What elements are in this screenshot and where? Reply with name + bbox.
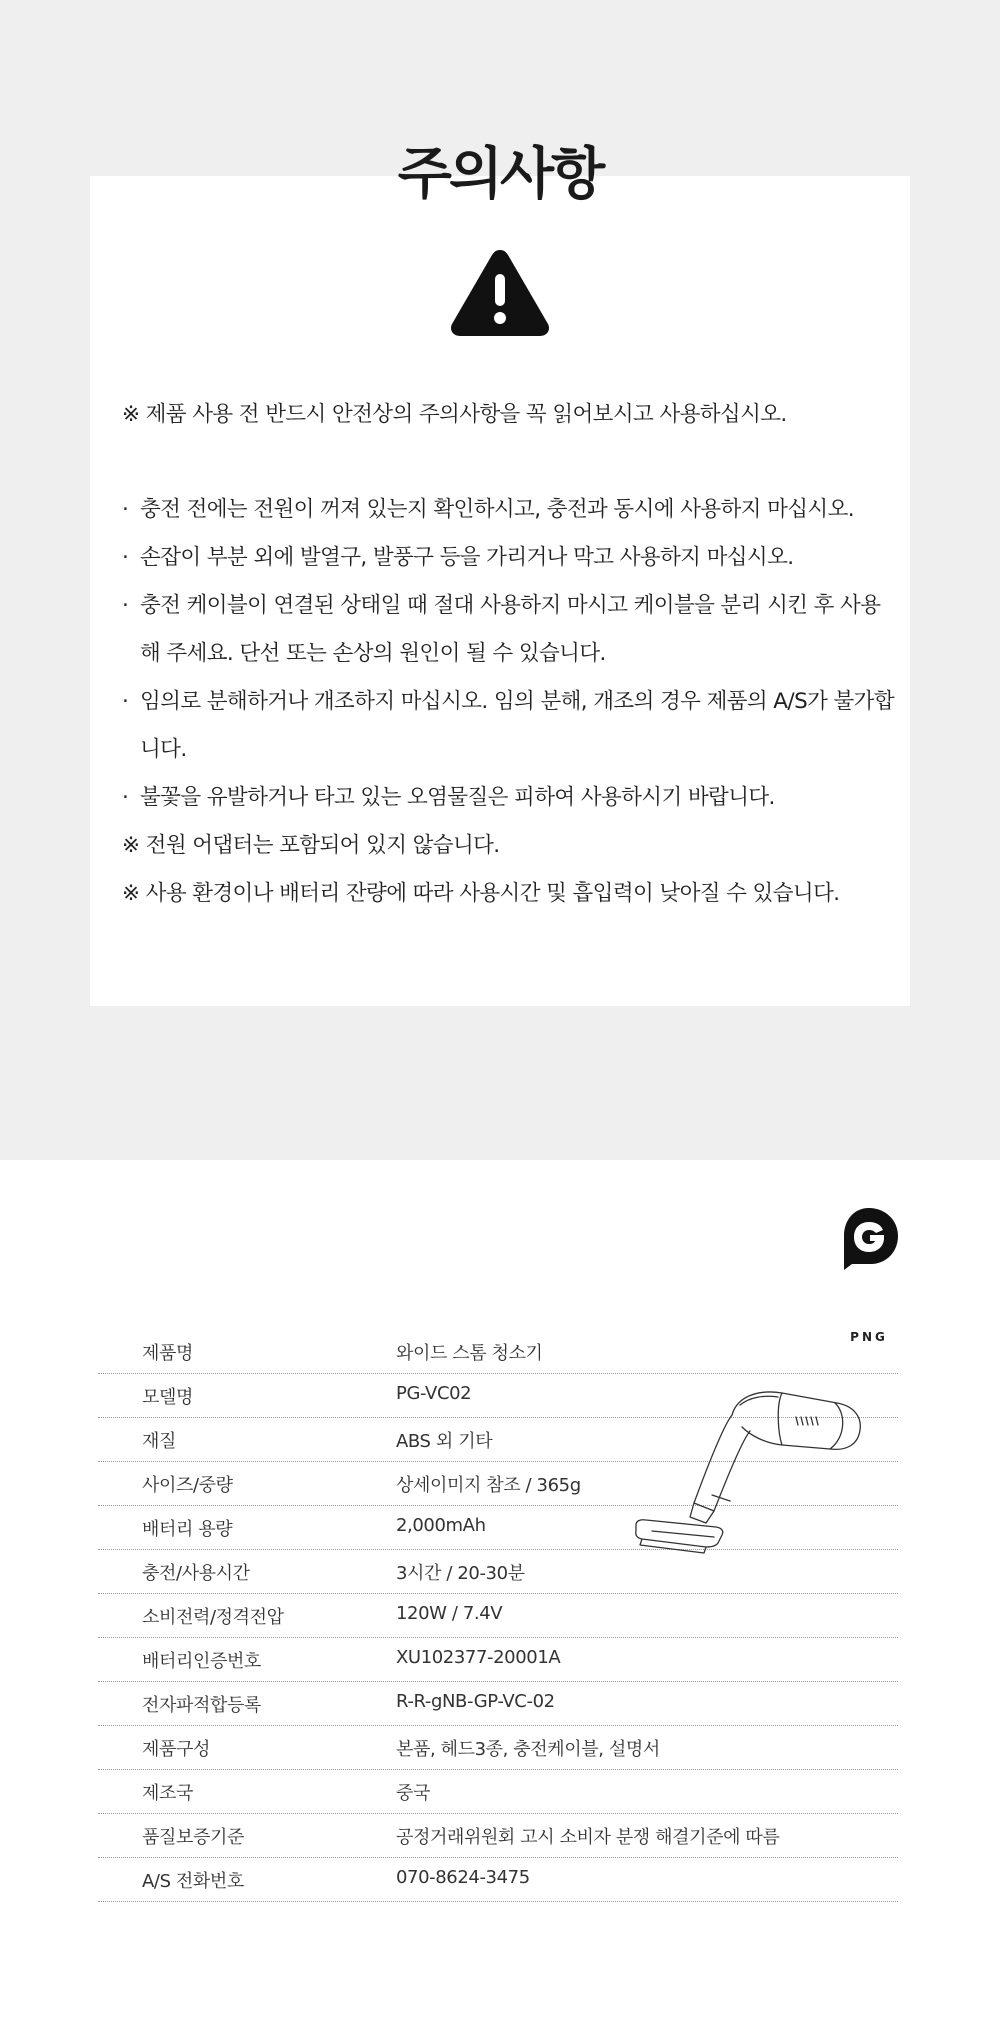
spec-value: XU102377-20001A xyxy=(396,1647,561,1668)
bullet-marker: · xyxy=(122,497,129,522)
caution-item-text: ※ 사용 환경이나 배터리 잔량에 따라 사용시간 및 흡입력이 낮아질 수 있습니다. xyxy=(122,881,840,906)
bullet-marker: · xyxy=(122,689,129,714)
spec-label: 사이즈/중량 xyxy=(142,1475,233,1496)
spec-row xyxy=(98,1682,898,1726)
spec-value: PG-VC02 xyxy=(396,1383,472,1404)
spec-label: 제품명 xyxy=(142,1343,193,1364)
png-g-logo-icon xyxy=(838,1206,900,1270)
spec-value: 공정거래위원회 고시 소비자 분쟁 해결기준에 따름 xyxy=(396,1827,780,1848)
spec-label: A/S 전화번호 xyxy=(142,1871,244,1892)
spec-label: 제품구성 xyxy=(142,1739,210,1760)
caution-item xyxy=(122,870,897,918)
caution-item xyxy=(122,774,897,822)
brand-logo xyxy=(838,1206,900,1344)
spec-row xyxy=(98,1814,898,1858)
bullet-marker: · xyxy=(122,545,129,570)
caution-item-text: 손잡이 부분 외에 발열구, 발풍구 등을 가리거나 막고 사용하지 마십시오. xyxy=(140,545,794,570)
caution-card xyxy=(90,176,910,1006)
caution-notice: ※ 제품 사용 전 반드시 안전상의 주의사항을 꼭 읽어보시고 사용하십시오. xyxy=(122,402,787,427)
spec-value: 상세이미지 참조 / 365g xyxy=(396,1475,581,1496)
caution-item-text: 충전 케이블이 연결된 상태일 때 절대 사용하지 마시고 케이블을 분리 시킨 후 사용해 주세요. 단선 또는 손상의 원인이 될 수 있습니다. xyxy=(140,593,881,666)
caution-list xyxy=(122,486,897,918)
spec-row xyxy=(98,1638,898,1682)
spec-label: 충전/사용시간 xyxy=(142,1563,250,1584)
spec-value: 3시간 / 20-30분 xyxy=(396,1563,525,1584)
caution-title: 주의사항 xyxy=(397,142,603,207)
spec-value: 와이드 스톰 청소기 xyxy=(396,1343,543,1364)
product-info-section xyxy=(0,1160,1000,2020)
caution-item-text: 충전 전에는 전원이 꺼져 있는지 확인하시고, 충전과 동시에 사용하지 마십시오. xyxy=(140,497,854,522)
spec-label: 모델명 xyxy=(142,1387,193,1408)
caution-item xyxy=(122,822,897,870)
caution-item xyxy=(122,534,897,582)
spec-label: 전자파적합등록 xyxy=(142,1695,261,1716)
caution-item xyxy=(122,678,897,774)
spec-value: ABS 외 기타 xyxy=(396,1431,493,1452)
spec-row xyxy=(98,1858,898,1902)
bullet-marker: · xyxy=(122,785,129,810)
brand-name: PNG xyxy=(850,1330,888,1344)
vacuum-cleaner-illustration xyxy=(632,1375,872,1580)
spec-label: 배터리 용량 xyxy=(142,1519,233,1540)
spec-value: 2,000mAh xyxy=(396,1515,486,1536)
spec-label: 제조국 xyxy=(142,1783,193,1804)
spec-row xyxy=(98,1330,898,1374)
spec-value: R-R-gNB-GP-VC-02 xyxy=(396,1691,555,1712)
spec-label: 배터리인증번호 xyxy=(142,1651,261,1672)
caution-item-text: 임의로 분해하거나 개조하지 마십시오. 임의 분해, 개조의 경우 제품의 A/S가 불가합니다. xyxy=(140,689,895,762)
spec-label: 소비전력/정격전압 xyxy=(142,1607,284,1628)
spec-label: 재질 xyxy=(142,1431,176,1452)
caution-item-text: ※ 전원 어댑터는 포함되어 있지 않습니다. xyxy=(122,833,500,858)
spec-value: 070-8624-3475 xyxy=(396,1867,530,1888)
spec-value: 중국 xyxy=(396,1783,430,1804)
warning-triangle-icon xyxy=(448,246,552,338)
spec-value: 본품, 헤드3종, 충전케이블, 설명서 xyxy=(396,1739,660,1760)
spec-row xyxy=(98,1726,898,1770)
spec-row xyxy=(98,1770,898,1814)
caution-item-text: 불꽃을 유발하거나 타고 있는 오염물질은 피하여 사용하시기 바랍니다. xyxy=(140,785,775,810)
bullet-marker: · xyxy=(122,593,129,618)
spec-label: 품질보증기준 xyxy=(142,1827,244,1848)
caution-item xyxy=(122,582,897,678)
caution-item xyxy=(122,486,897,534)
spec-row xyxy=(98,1594,898,1638)
spec-value: 120W / 7.4V xyxy=(396,1603,503,1624)
